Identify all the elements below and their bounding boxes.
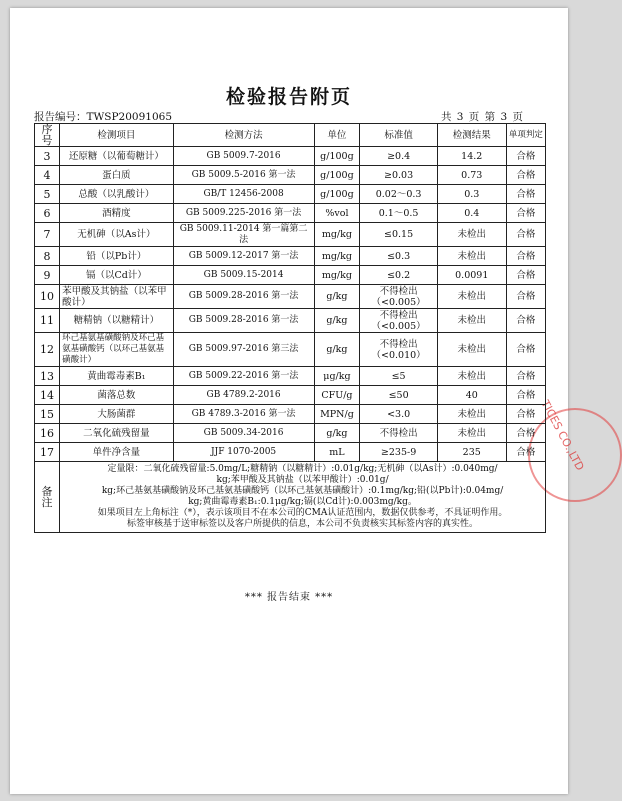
cell-unit: %vol	[314, 204, 360, 223]
table-row	[35, 266, 546, 285]
cell-standard: 不得检出	[360, 424, 438, 443]
header-judgement: 单项判定	[506, 124, 545, 147]
cell-result: 0.73	[437, 166, 506, 185]
cell-standard: 不得检出（<0.010）	[360, 333, 438, 367]
cell-judgement: 合格	[506, 333, 545, 367]
report-number	[34, 109, 172, 124]
table-row	[35, 443, 546, 462]
cell-result: 未检出	[437, 247, 506, 266]
cell-judgement: 合格	[506, 223, 545, 247]
cell-standard: 不得检出（<0.005）	[360, 285, 438, 309]
cell-unit: mg/kg	[314, 247, 360, 266]
cell-seq: 16	[35, 424, 60, 443]
table-row	[35, 223, 546, 247]
header-standard: 标准值	[360, 124, 438, 147]
cell-item: 无机砷（以As计）	[60, 223, 174, 247]
cell-unit: g/kg	[314, 285, 360, 309]
report-page	[10, 8, 587, 794]
cell-item: 二氧化硫残留量	[60, 424, 174, 443]
notes-line: 定量限：二氧化硫残留量:5.0mg/L;糖精钠（以糖精计）:0.01g/kg;无机砷（以As计）:0.040mg/	[107, 464, 498, 474]
report-number-value: TWSP20091065	[86, 111, 172, 123]
cell-method: GB 5009.22-2016 第一法	[173, 367, 314, 386]
cell-method: GB 5009.5-2016 第一法	[173, 166, 314, 185]
cell-standard: ≥235-9	[360, 443, 438, 462]
cell-result: 0.4	[437, 204, 506, 223]
cell-result: 未检出	[437, 424, 506, 443]
page-title: 检验报告附页	[225, 86, 352, 108]
table-row	[35, 386, 546, 405]
cell-result: 0.0091	[437, 266, 506, 285]
header-unit: 单位	[314, 124, 360, 147]
cell-result: 未检出	[437, 285, 506, 309]
cell-unit: CFU/g	[314, 386, 360, 405]
cell-item: 总酸（以乳酸计）	[60, 185, 174, 204]
cell-standard: 0.1～0.5	[360, 204, 438, 223]
table-row	[35, 405, 546, 424]
cell-unit: g/kg	[314, 309, 360, 333]
table-row	[35, 147, 546, 166]
cell-judgement: 合格	[506, 247, 545, 266]
table-row	[35, 247, 546, 266]
notes-line: 如果项目左上角标注（*），表示该项目不在本公司的CMA认证范围内，数据仅供参考，不具证明作用。	[97, 508, 508, 518]
cell-method: GB 5009.12-2017 第一法	[173, 247, 314, 266]
page-info: 共 3 页 第 3 页	[440, 111, 524, 123]
cell-standard: <3.0	[360, 405, 438, 424]
cell-item: 还原糖（以葡萄糖计）	[60, 147, 174, 166]
cell-judgement: 合格	[506, 443, 545, 462]
cell-method: GB 5009.97-2016 第三法	[173, 333, 314, 367]
cell-result: 14.2	[437, 147, 506, 166]
notes-label: 备注	[35, 462, 60, 533]
table-row	[35, 333, 546, 367]
cell-method: GB/T 12456-2008	[173, 185, 314, 204]
cell-unit: mL	[314, 443, 360, 462]
cell-standard: ≤0.3	[360, 247, 438, 266]
cell-unit: g/100g	[314, 185, 360, 204]
cell-unit: g/kg	[314, 424, 360, 443]
cell-judgement: 合格	[506, 166, 545, 185]
cell-item: 黄曲霉毒素B₁	[60, 367, 174, 386]
cell-unit: mg/kg	[314, 223, 360, 247]
cell-seq: 17	[35, 443, 60, 462]
cell-result: 235	[437, 443, 506, 462]
cell-item: 菌落总数	[60, 386, 174, 405]
table-row	[35, 309, 546, 333]
cell-judgement: 合格	[506, 285, 545, 309]
cell-judgement: 合格	[506, 147, 545, 166]
cell-unit: g/100g	[314, 147, 360, 166]
cell-method: GB 5009.11-2014 第一篇第二法	[173, 223, 314, 247]
cell-result: 未检出	[437, 333, 506, 367]
cell-method: GB 5009.34-2016	[173, 424, 314, 443]
cell-standard: ≥0.4	[360, 147, 438, 166]
cell-unit: g/kg	[314, 333, 360, 367]
cell-item: 苯甲酸及其钠盐（以苯甲酸计）	[60, 285, 174, 309]
cell-item: 环己基氨基磺酸钠及环己基氨基磺酸钙（以环己基氨基磺酸计）	[60, 333, 174, 367]
cell-seq: 15	[35, 405, 60, 424]
table-row	[35, 367, 546, 386]
header-result: 检测结果	[437, 124, 506, 147]
cell-result: 未检出	[437, 405, 506, 424]
header-item: 检测项目	[60, 124, 174, 147]
cell-standard: 0.02～0.3	[360, 185, 438, 204]
cell-judgement: 合格	[506, 424, 545, 443]
notes-line: kg;苯甲酸及其钠盐（以苯甲酸计）:0.01g/	[216, 475, 389, 485]
company-seal-text: TICES CO.,LTD	[538, 398, 587, 473]
cell-item: 蛋白质	[60, 166, 174, 185]
cell-seq: 11	[35, 309, 60, 333]
cell-standard: ≤50	[360, 386, 438, 405]
cell-result: 40	[437, 386, 506, 405]
cell-seq: 7	[35, 223, 60, 247]
table-row	[35, 285, 546, 309]
table-row	[35, 204, 546, 223]
cell-method: GB 5009.15-2014	[173, 266, 314, 285]
cell-seq: 5	[35, 185, 60, 204]
cell-result: 未检出	[437, 367, 506, 386]
cell-seq: 10	[35, 285, 60, 309]
cell-judgement: 合格	[506, 309, 545, 333]
cell-result: 0.3	[437, 185, 506, 204]
notes-line: kg;黄曲霉毒素B₁:0.1μg/kg;镉(以Cd计):0.003mg/kg。	[188, 497, 417, 507]
cell-standard: ≥0.03	[360, 166, 438, 185]
cell-method: GB 5009.28-2016 第一法	[173, 309, 314, 333]
cell-standard: ≤0.2	[360, 266, 438, 285]
cell-result: 未检出	[437, 309, 506, 333]
cell-seq: 3	[35, 147, 60, 166]
cell-judgement: 合格	[506, 386, 545, 405]
cell-judgement: 合格	[506, 367, 545, 386]
cell-method: GB 4789.3-2016 第一法	[173, 405, 314, 424]
notes-content	[60, 462, 546, 533]
cell-seq: 4	[35, 166, 60, 185]
cell-unit: MPN/g	[314, 405, 360, 424]
cell-item: 糖精钠（以糖精计）	[60, 309, 174, 333]
cell-standard: ≤0.15	[360, 223, 438, 247]
cell-standard: ≤5	[360, 367, 438, 386]
cell-item: 单件净含量	[60, 443, 174, 462]
cell-item: 大肠菌群	[60, 405, 174, 424]
cell-seq: 12	[35, 333, 60, 367]
notes-line: kg;环己基氨基磺酸钠及环己基氨基磺酸钙（以环己基氨基磺酸计）:0.1mg/kg;铅(以Pb计):0.04mg/	[101, 486, 504, 496]
cell-item: 酒精度	[60, 204, 174, 223]
cell-judgement: 合格	[506, 405, 545, 424]
cell-method: GB 5009.28-2016 第一法	[173, 285, 314, 309]
cell-item: 镉（以Cd计）	[60, 266, 174, 285]
table-row	[35, 185, 546, 204]
cell-method: GB 5009.7-2016	[173, 147, 314, 166]
cell-judgement: 合格	[506, 204, 545, 223]
notes-line: 标签审核基于送审标签以及客户所提供的信息，本公司不负责核实其标签内容的真实性。	[127, 519, 479, 529]
report-number-label: 报告编号：	[34, 111, 87, 123]
header-method: 检测方法	[173, 124, 314, 147]
cell-judgement: 合格	[506, 185, 545, 204]
results-table	[34, 123, 546, 533]
cell-item: 铅（以Pb计）	[60, 247, 174, 266]
cell-seq: 9	[35, 266, 60, 285]
cell-seq: 8	[35, 247, 60, 266]
cell-standard: 不得检出（<0.005）	[360, 309, 438, 333]
cell-method: JJF 1070-2005	[173, 443, 314, 462]
cell-unit: mg/kg	[314, 266, 360, 285]
cell-method: GB 4789.2-2016	[173, 386, 314, 405]
cell-method: GB 5009.225-2016 第一法	[173, 204, 314, 223]
cell-seq: 13	[35, 367, 60, 386]
header-seq: 序号	[35, 124, 60, 147]
cell-seq: 14	[35, 386, 60, 405]
cell-unit: g/100g	[314, 166, 360, 185]
table-row	[35, 424, 546, 443]
cell-unit: μg/kg	[314, 367, 360, 386]
table-header-row	[35, 124, 546, 147]
table-row	[35, 166, 546, 185]
cell-seq: 6	[35, 204, 60, 223]
cell-result: 未检出	[437, 223, 506, 247]
notes-row	[35, 462, 546, 533]
report-end-text: *** 报告结束 ***	[244, 592, 334, 603]
cell-judgement: 合格	[506, 266, 545, 285]
